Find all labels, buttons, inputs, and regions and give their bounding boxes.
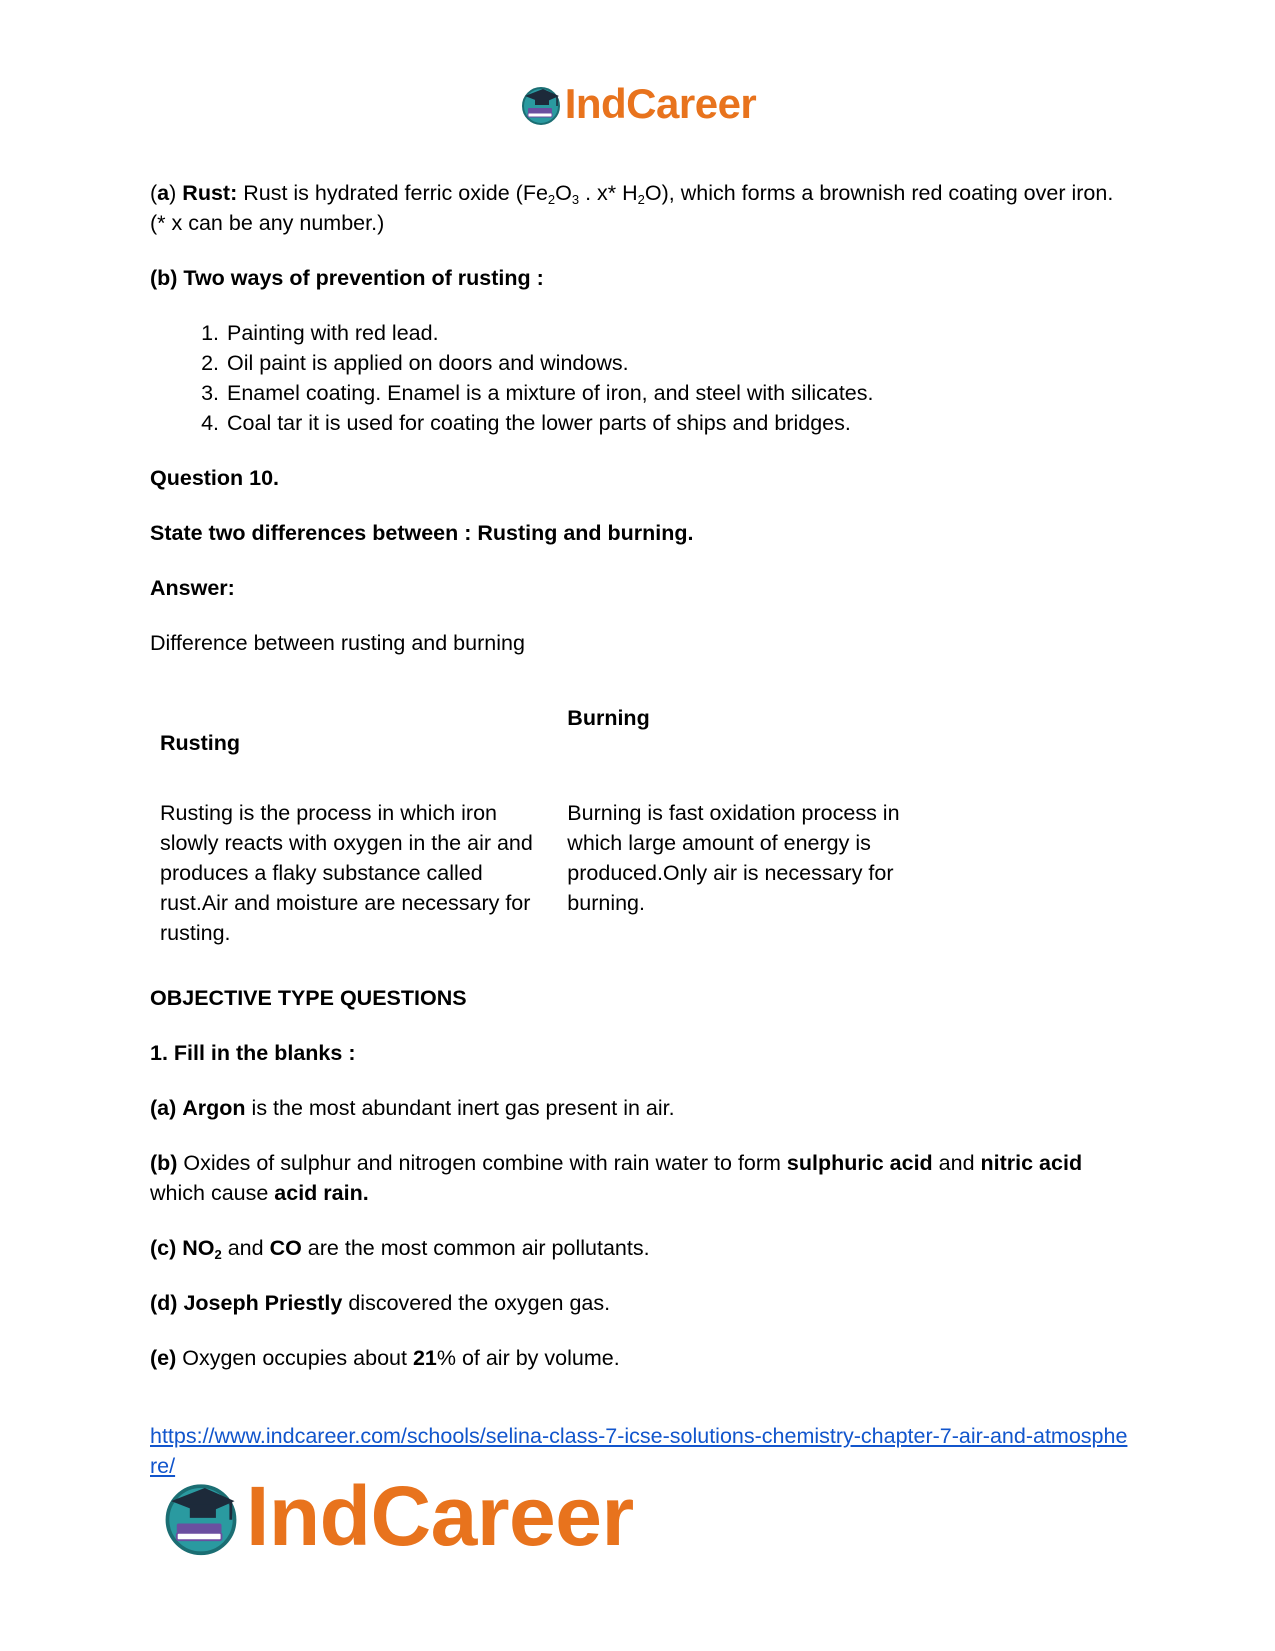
answer-label: Answer: — [150, 576, 235, 600]
fill-blank-b: (b) Oxides of sulphur and nitrogen combine with rain water to form sulphuric acid and nitric acid which cause acid rain. — [150, 1151, 1083, 1205]
document-content — [150, 178, 1130, 1481]
header-logo-text: IndCareer — [564, 80, 757, 127]
header-logo — [0, 80, 1275, 128]
table-header-row — [150, 688, 970, 758]
prevention-list — [150, 318, 1130, 438]
answer-intro: Difference between rusting and burning — [150, 631, 525, 655]
question-number: Question 10. — [150, 466, 280, 490]
table-header-rusting: Rusting — [160, 731, 241, 755]
objective-heading: OBJECTIVE TYPE QUESTIONS — [150, 986, 467, 1010]
table-cell-burning: Burning is fast oxidation process in which large amount of energy is produced.Only air is necessary for burning. — [567, 801, 900, 915]
table-header-burning: Burning — [567, 706, 650, 730]
footer-logo — [160, 1470, 634, 1562]
rust-definition: (a) Rust: Rust is hydrated ferric oxide ($Fe_2O_3$ . x* $H_2O$), which forms a brownish red coating over iron. (* x can be any number.) — [150, 181, 1114, 235]
list-item: 2. Oil paint is applied on doors and windows. — [225, 348, 1130, 378]
list-item: 4. Coal tar it is used for coating the lower parts of ships and bridges. — [225, 408, 1130, 438]
footer-logo-text: IndCareer — [246, 1468, 634, 1563]
source-link[interactable]: https://www.indcareer.com/schools/selina-class-7-icse-solutions-chemistry-chapter-7-air-and-atmosphere/ — [150, 1424, 1128, 1478]
fill-blank-e: (e) Oxygen occupies about 21% of air by volume. — [150, 1346, 620, 1370]
list-item: 3. Enamel coating. Enamel is a mixture of iron, and steel with silicates. — [225, 378, 1130, 408]
question-prompt: State two differences between : Rusting and burning. — [150, 521, 694, 545]
indcareer-logo — [519, 80, 757, 128]
table-row — [150, 798, 970, 948]
prevention-heading: (b) Two ways of prevention of rusting : — [150, 266, 544, 290]
fill-blanks-heading: 1. Fill in the blanks : — [150, 1041, 356, 1065]
list-item: 1. Painting with red lead. — [225, 318, 1130, 348]
graduation-globe-icon — [160, 1475, 242, 1557]
graduation-globe-icon — [519, 82, 563, 126]
table-cell-rusting: Rusting is the process in which iron slowly reacts with oxygen in the air and produces a flaky substance called rust.Air and moisture are necessary for rusting. — [160, 801, 533, 945]
fill-blank-a: (a) Argon is the most abundant inert gas present in air. — [150, 1096, 675, 1120]
fill-blank-c: (c) $NO_2$ and CO are the most common air pollutants. — [150, 1236, 650, 1262]
difference-table — [150, 688, 970, 948]
fill-blank-d: (d) Joseph Priestly discovered the oxygen gas. — [150, 1291, 611, 1315]
